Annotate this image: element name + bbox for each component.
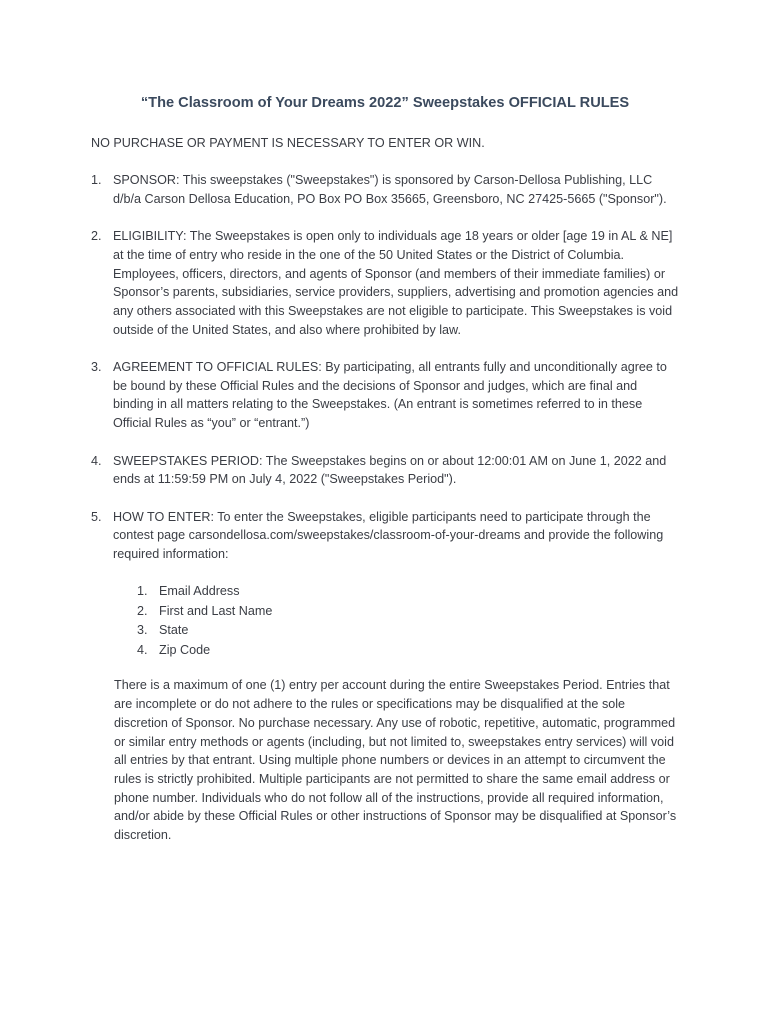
list-item-number: 2. <box>137 603 148 618</box>
entry-limits-paragraph: There is a maximum of one (1) entry per account during the entire Sweepstakes Period. Entries that are incomplete or do not adhere to the rules or specifications may be disqualified at the sole discretion of Sponsor. No purchase necessary. Any use of robotic, repetitive, automatic, programmed or similar entry methods or agents (including, but not limited to, sweepstakes entry services) will void all entries by that entrant. Using multiple phone numbers or devices in an attempt to circumvent the rules is strictly prohibited. Multiple participants are not permitted to share the same email address or phone number. Individuals who do not follow all of the instructions, provide all required information, and/or abide by these Official Rules or other instructions of Sponsor may be disqualified at Sponsor’s discretion. <box>114 678 677 843</box>
list-item-text: First and Last Name <box>159 603 273 618</box>
rule-text: SWEEPSTAKES PERIOD: The Sweepstakes begins on or about 12:00:01 AM on June 1, 2022 and ends at 11:59:59 PM on July 4, 2022 ("Sweepstakes Period"). <box>113 453 667 487</box>
list-item-text: Zip Code <box>159 642 211 657</box>
rule-agreement <box>91 358 681 433</box>
list-item-number: 1. <box>137 584 148 599</box>
rule-number: 5. <box>91 509 102 524</box>
list-item <box>113 621 681 641</box>
list-item <box>113 582 681 602</box>
rule-text: AGREEMENT TO OFFICIAL RULES: By participating, all entrants fully and unconditionally agree to be bound by these Official Rules and the decisions of Sponsor and judges, which are final and binding in all matters relating to the Sweepstakes. (An entrant is sometimes referred to in these Official Rules as “you” or “entrant.”) <box>113 360 667 431</box>
rule-text: ELIGIBILITY: The Sweepstakes is open only to individuals age 18 years or older [age 19 in AL & NE] at the time of entry who reside in the one of the 50 United States or the District of Columbia. Employees, officers, directors, and agents of Sponsor (and members of their immediate families) or Sponsor’s parents, subsidiaries, service providers, suppliers, advertising and promotion agencies and any others associated with this Sweepstakes are not eligible to participate. This Sweepstakes is void outside of the United States, and also where prohibited by law. <box>113 229 679 337</box>
list-item <box>113 602 681 622</box>
no-purchase-notice: NO PURCHASE OR PAYMENT IS NECESSARY TO ENTER OR WIN. <box>91 136 485 150</box>
list-item-number: 3. <box>137 623 148 638</box>
rule-number: 4. <box>91 453 102 468</box>
required-info-list <box>113 582 681 660</box>
rule-number: 1. <box>91 173 102 187</box>
page-title: “The Classroom of Your Dreams 2022” Sweepstakes OFFICIAL RULES <box>140 95 630 111</box>
rule-how-to-enter <box>91 508 681 845</box>
list-item <box>113 641 681 661</box>
list-item-text: Email Address <box>159 584 240 599</box>
list-item-text: State <box>159 623 189 638</box>
rule-text: SPONSOR: This sweepstakes ("Sweepstakes") is sponsored by Carson-Dellosa Publishing, LLC d/b/a Carson Dellosa Education, PO Box PO Box 35665, Greensboro, NC 27425-5665 ("Sponsor"). <box>113 173 667 206</box>
rule-number: 2. <box>91 229 102 244</box>
rule-sponsor <box>91 171 681 208</box>
list-item-number: 4. <box>137 642 148 657</box>
rule-text: HOW TO ENTER: To enter the Sweepstakes, eligible participants need to participate through the contest page carsondellosa.com/sweepstakes/classroom-of-your-dreams and provide the following required information: <box>113 509 664 561</box>
rule-number: 3. <box>91 360 102 374</box>
rule-eligibility <box>91 227 681 339</box>
rule-sweepstakes-period <box>91 452 681 489</box>
rules-list <box>91 171 681 863</box>
